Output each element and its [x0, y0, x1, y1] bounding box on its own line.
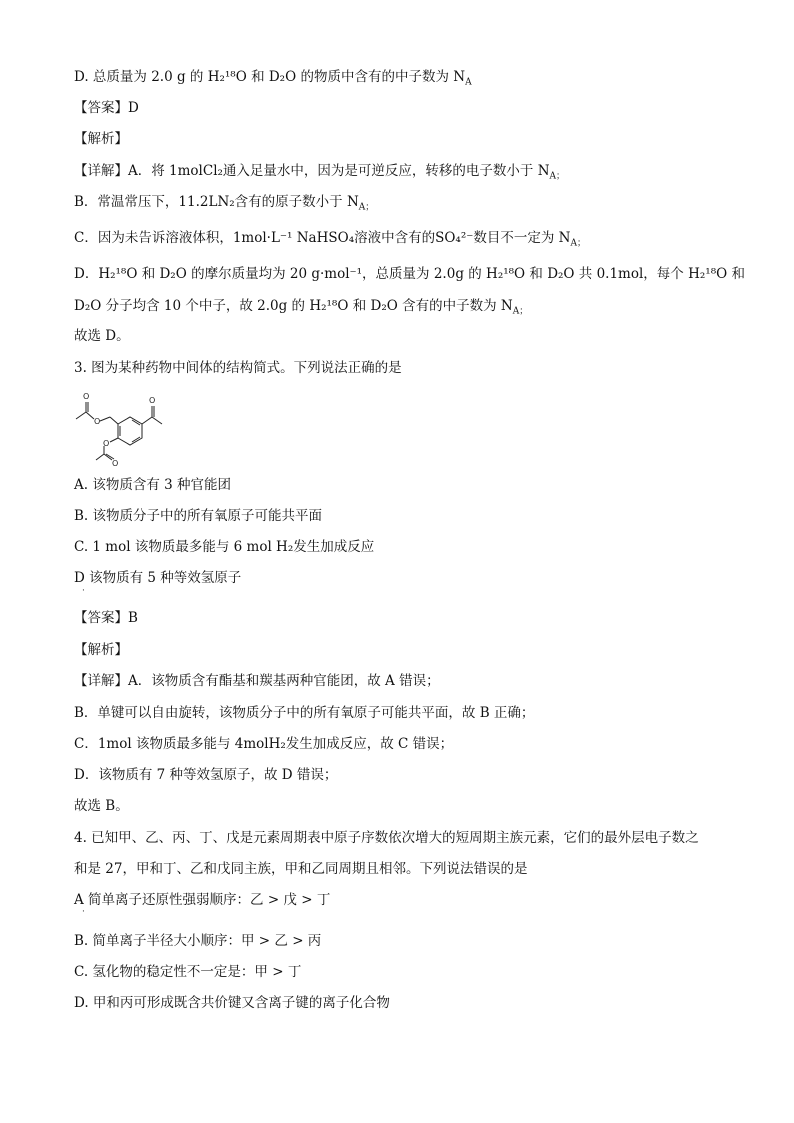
q2-conclusion: 故选 D。: [74, 328, 130, 344]
svg-text:O: O: [112, 459, 119, 468]
svg-text:O: O: [83, 392, 90, 401]
q3-detail-b: B．单键可以自由旋转，该物质分子中的所有氧原子可能共平面，故 B 正确；: [74, 705, 535, 721]
q3-detail-c: C．1mol 该物质最多能与 4molH₂发生加成反应，故 C 错误；: [74, 736, 454, 752]
q3-analysis-label: 【解析】: [74, 642, 128, 658]
stray-dot: ·: [82, 586, 85, 596]
q4-stem-line2: 和是 27，甲和丁、乙和戊同主族，甲和乙同周期且相邻。下列说法错误的是: [74, 861, 528, 877]
svg-text:O: O: [103, 439, 110, 448]
svg-text:O: O: [94, 417, 101, 426]
q3-option-c: C. 1 mol 该物质最多能与 6 mol H₂发生加成反应: [74, 539, 375, 555]
q2-answer: 【答案】D: [74, 100, 139, 116]
molecule-structure-image: [70, 384, 170, 468]
q3-stem: 3. 图为某种药物中间体的结构简式。下列说法正确的是: [74, 360, 402, 376]
q3-option-b: B. 该物质分子中的所有氧原子可能共平面: [74, 508, 323, 524]
q3-answer: 【答案】B: [74, 610, 138, 626]
svg-text:O: O: [149, 396, 156, 405]
q3-detail-a: 【详解】A．该物质含有酯基和羰基两种官能团，故 A 错误；: [74, 673, 440, 689]
q2-option-d: D. 总质量为 2.0 g 的 H₂¹⁸O 和 D₂O 的物质中含有的中子数为 $N_A$: [74, 69, 472, 88]
q2-detail-a: 【详解】A．将 1molCl₂通入足量水中，因为是可逆反应，转移的电子数小于 $N_{A;}$: [74, 163, 566, 182]
q3-option-a: A. 该物质含有 3 种官能团: [74, 477, 232, 493]
q4-option-a: A 简单离子还原性强弱顺序：乙 > 戊 > 丁: [74, 892, 331, 908]
q3-option-d: D 该物质有 5 种等效氢原子: [74, 570, 242, 586]
q2-detail-d-line2: D₂O 分子均含 10 个中子，故 2.0g 的 H₂¹⁸O 和 D₂O 含有的中子数为 $N_{A;}$: [74, 298, 529, 317]
q2-analysis-label: 【解析】: [74, 131, 128, 147]
q3-detail-d: D．该物质有 7 种等效氢原子，故 D 错误；: [74, 767, 338, 783]
q2-detail-d-line1: D．H₂¹⁸O 和 D₂O 的摩尔质量均为 20 g·mol⁻¹，总质量为 2.0g 的 H₂¹⁸O 和 D₂O 共 0.1mol，每个 H₂¹⁸O 和: [74, 266, 745, 282]
stray-dot: ·: [82, 907, 85, 917]
q4-option-b: B. 简单离子半径大小顺序：甲 > 乙 > 丙: [74, 933, 322, 949]
q4-option-c: C. 氢化物的稳定性不一定是：甲 > 丁: [74, 964, 302, 980]
q2-detail-c: C．因为未告诉溶液体积，1mol·L⁻¹ NaHSO₄溶液中含有的SO₄²⁻数目不一定为 $N_{A;}$: [74, 230, 586, 249]
q3-conclusion: 故选 B。: [74, 798, 129, 814]
q4-stem-line1: 4. 已知甲、乙、丙、丁、戊是元素周期表中原子序数依次增大的短周期主族元素，它们的最外层电子数之: [74, 830, 699, 846]
q2-detail-b: B．常温常压下，11.2LN₂含有的原子数小于 $N_{A;}$: [74, 194, 375, 213]
q4-option-d: D. 甲和丙可形成既含共价键又含离子键的离子化合物: [74, 995, 390, 1011]
